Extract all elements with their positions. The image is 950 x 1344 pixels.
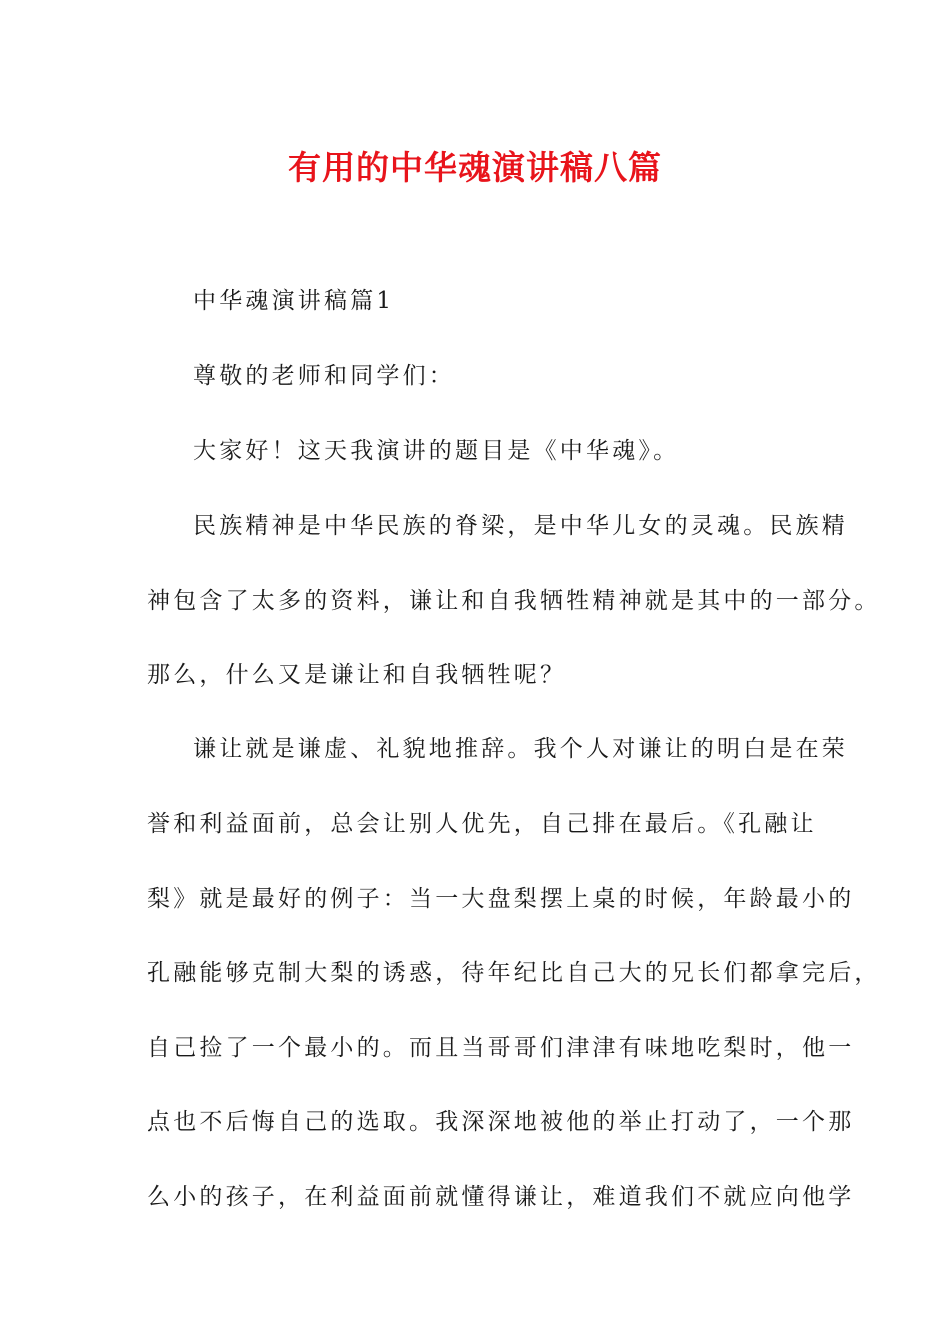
document-title: 有用的中华魂演讲稿八篇 — [288, 148, 662, 187]
section-heading: 中华魂演讲稿篇1 — [193, 288, 395, 314]
paragraph-line: 点也不后悔自己的选取。我深深地被他的举止打动了，一个那 — [147, 1109, 855, 1135]
paragraph-line: 那么，什么又是谦让和自我牺牲呢？ — [147, 662, 567, 688]
paragraph-line: 誉和利益面前，总会让别人优先，自己排在最后。《孔融让 — [147, 811, 817, 837]
paragraph-line: 民族精神是中华民族的脊梁，是中华儿女的灵魂。民族精 — [193, 513, 848, 539]
salutation: 尊敬的老师和同学们： — [193, 363, 455, 389]
paragraph-line: 么小的孩子，在利益面前就懂得谦让，难道我们不就应向他学 — [147, 1184, 855, 1210]
paragraph-line: 孔融能够克制大梨的诱惑，待年纪比自己大的兄长们都拿完后， — [147, 960, 881, 986]
paragraph-line: 自己捡了一个最小的。而且当哥哥们津津有味地吃梨时，他一 — [147, 1035, 855, 1061]
paragraph-line: 谦让就是谦虚、礼貌地推辞。我个人对谦让的明白是在荣 — [193, 736, 848, 762]
paragraph-line: 神包含了太多的资料，谦让和自我牺牲精神就是其中的一部分。 — [147, 588, 881, 614]
paragraph-line: 大家好！这天我演讲的题目是《中华魂》。 — [193, 438, 680, 464]
paragraph-line: 梨》就是最好的例子：当一大盘梨摆上桌的时候，年龄最小的 — [147, 886, 855, 912]
